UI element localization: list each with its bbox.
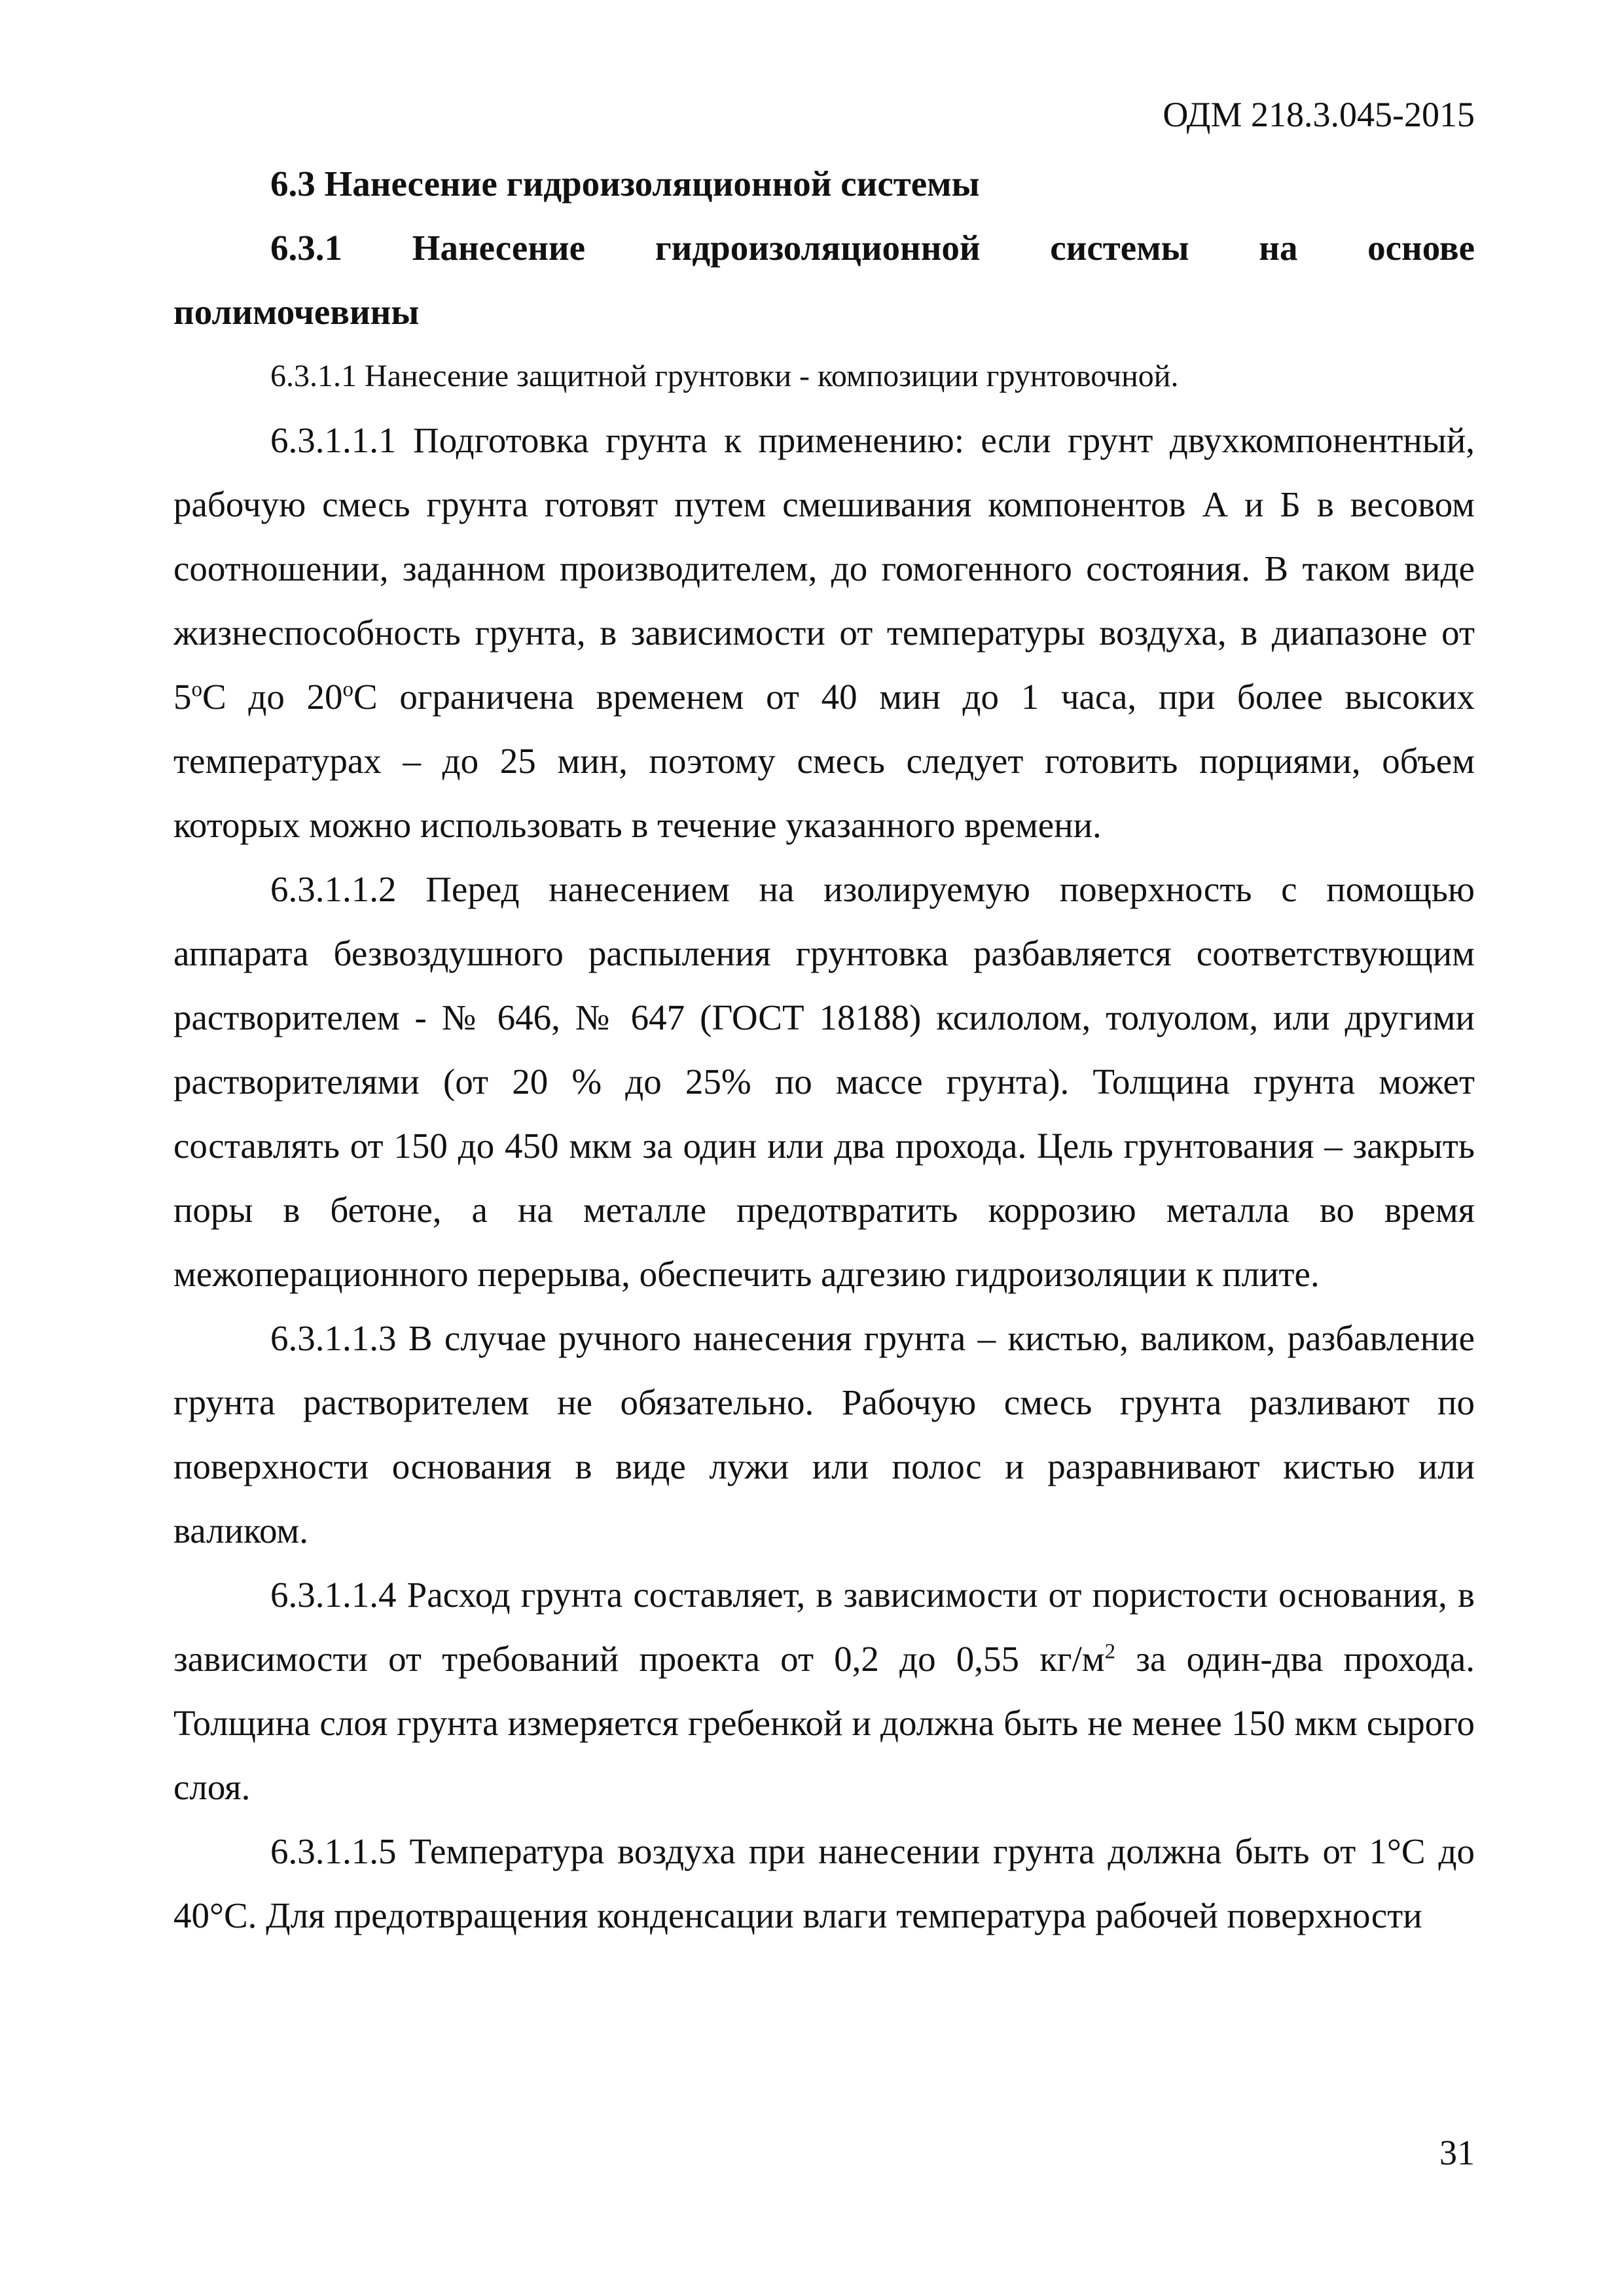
- paragraph-text: 6.3.1.1.4 Расход грунта составляет, в зависимости от пористости основания, в зависимости от требований проекта от 0,2 до 0,55 кг/м: [173, 1575, 1475, 1679]
- paragraph-text: 6.3.1.1.1 Подготовка грунта к применению: если грунт двухкомпонентный, рабочую смесь грунта готовят путем смешивания компонентов А и Б в весовом соотношении, заданном производителем, до гомогенного состояния. В таком виде жизнеспособность грунта, в зависимости от температуры воздуха, в диапазоне от 5: [173, 420, 1475, 717]
- paragraph-6-3-1-1-5: 6.3.1.1.5 Температура воздуха при нанесении грунта должна быть от 1°С до 40°С. Для предотвращения конденсации влаги температура рабочей поверхности: [173, 1831, 1475, 1935]
- paragraph-6-3-1-1-2: 6.3.1.1.2 Перед нанесением на изолируемую поверхность с помощью аппарата безвоздушного распыления грунтовка разбавляется соответствующим растворителем - № 646, № 647 (ГОСТ 18188) ксилолом, толуолом, или другими растворителями (от 20 % до 25% по массе грунта). Толщина грунта может составлять от 150 до 450 мкм за один или два прохода. Цель грунтования – закрыть поры в бетоне, а на металле предотвратить коррозию металла во время межоперационного перерыва, обеспечить адгезию гидроизоляции к плите.: [173, 869, 1475, 1294]
- paragraph-6-3-1-1-1: [173, 408, 1475, 857]
- section-title: 6.3 Нанесение гидроизоляционной системы: [270, 164, 980, 204]
- subsection-title: 6.3.1 Нанесение гидроизоляционной системы на основе полимочевины: [173, 228, 1475, 332]
- document-body: [173, 152, 1475, 1948]
- paragraph-6-3-1-1-3: 6.3.1.1.3 В случае ручного нанесения грунта – кистью, валиком, разбавление грунта растворителем не обязательно. Рабочую смесь грунта разливают по поверхности основания в виде лужи или полос и разравнивают кистью или валиком.: [173, 1318, 1475, 1551]
- squared-superscript: 2: [1104, 1640, 1116, 1664]
- paragraph-text: за один-два прохода. Толщина слоя грунта измеряется гребенкой и должна быть не менее 150 мкм сырого слоя.: [173, 1639, 1475, 1807]
- document-code: ОДМ 218.3.045-2015: [1163, 95, 1475, 134]
- page-number: 31: [1439, 2133, 1475, 2172]
- degree-superscript: о: [342, 677, 353, 702]
- degree-superscript: о: [191, 677, 202, 702]
- paragraph-text: С до 20: [202, 677, 343, 717]
- paragraph-6-3-1-1-4: [173, 1563, 1475, 1820]
- item-title: 6.3.1.1 Нанесение защитной грунтовки - композиции грунтовочной.: [270, 359, 1179, 393]
- paragraph-text: С ограничена временем от 40 мин до 1 часа, при более высоких температурах – до 25 мин, поэтому смесь следует готовить порциями, объем которых можно использовать в течение указанного времени.: [173, 677, 1475, 845]
